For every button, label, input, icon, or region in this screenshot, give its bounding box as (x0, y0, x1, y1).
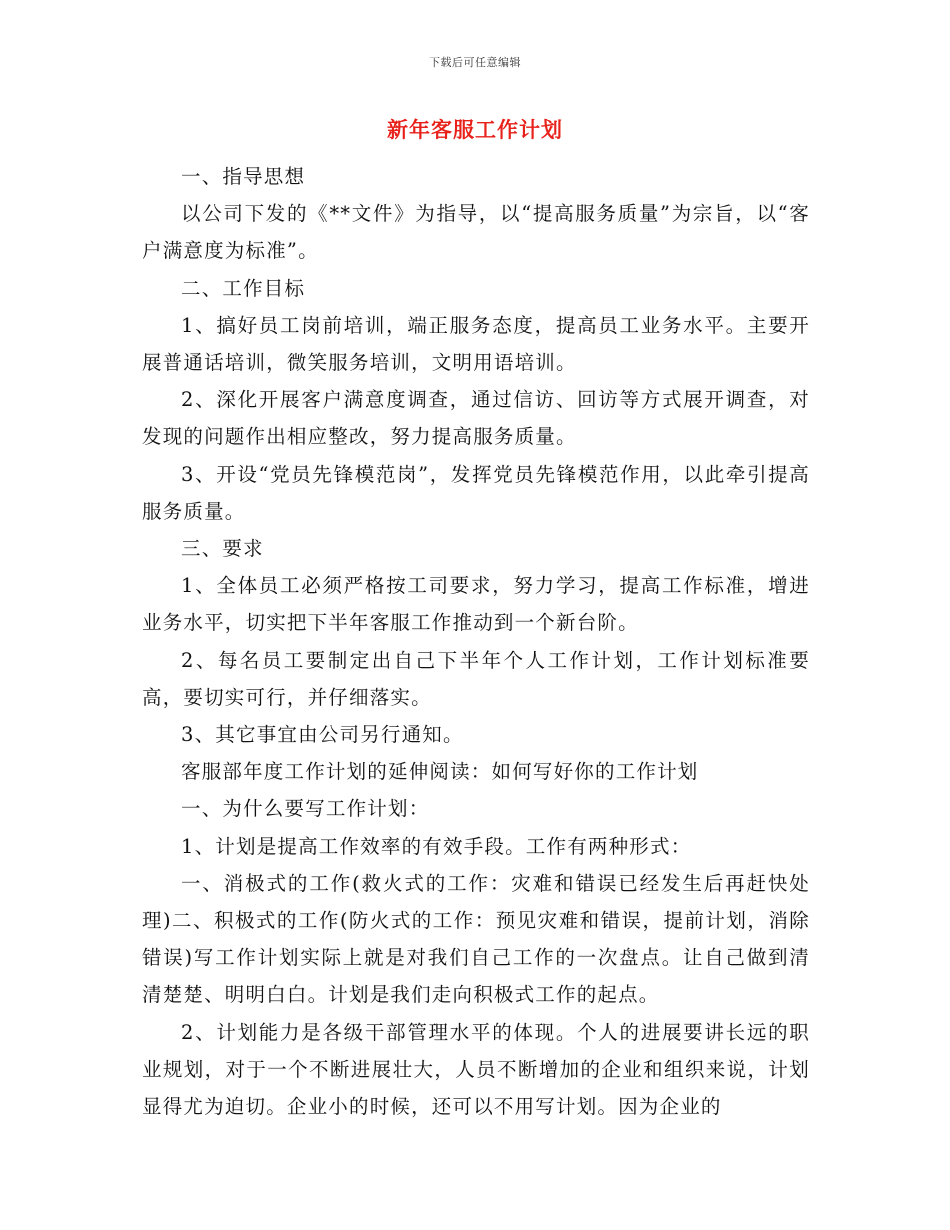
document-title: 新年客服工作计划 (387, 117, 563, 142)
paragraph-guiding-idea: 以公司下发的《**文件》为指导，以“提高服务质量”为宗旨，以“客户满意度为标准”。 (142, 202, 810, 263)
header-note: 下载后可任意编辑 (429, 56, 521, 69)
paragraph-goal-3: 3、开设“党员先锋模范岗”，发挥党员先锋模范作用，以此牵引提高服务质量。 (142, 462, 810, 523)
heading-guiding-idea: 一、指导思想 (181, 165, 306, 188)
paragraph-goal-1: 1、搞好员工岗前培训，端正服务态度，提高员工业务水平。主要开展普通话培训，微笑服务培训，文明用语培训。 (142, 313, 810, 375)
heading-requirements: 三、要求 (181, 537, 264, 561)
extended-reading-title: 客服部年度工作计划的延伸阅读：如何写好你的工作计划 (181, 760, 699, 784)
paragraph-why-1: 1、计划是提高工作效率的有效手段。工作有两种形式： (181, 834, 692, 858)
paragraph-requirement-3: 3、其它事宜由公司另行通知。 (181, 723, 464, 747)
document-body (142, 158, 810, 1125)
paragraph-why-2: 2、计划能力是各级干部管理水平的体现。个人的进展要讲长远的职业规划，对于一个不断进展壮大，人员不断增加的企业和组织来说，计划显得尤为迫切。企业小的时候，还可以不用写计划。因为企业的 (142, 1020, 810, 1119)
paragraph-requirement-2: 2、每名员工要制定出自己下半年个人工作计划，工作计划标准要高，要切实可行，并仔细落实。 (142, 648, 810, 709)
heading-work-goals: 二、工作目标 (181, 276, 306, 300)
paragraph-work-forms: 一、消极式的工作(救火式的工作：灾难和错误已经发生后再赶快处理)二、积极式的工作(防火式的工作：预见灾难和错误，提前计划，消除错误)写工作计划实际上就是对我们自己工作的一次盘点。让自己做到清清楚楚、明明白白。计划是我们走向积极式工作的起点。 (142, 871, 810, 1007)
heading-why-plan: 一、为什么要写工作计划： (181, 797, 430, 821)
paragraph-goal-2: 2、深化开展客户满意度调查，通过信访、回访等方式展开调查，对发现的问题作出相应整改，努力提高服务质量。 (142, 388, 810, 449)
paragraph-requirement-1: 1、全体员工必须严格按工司要求，努力学习，提高工作标准，增进业务水平，切实把下半年客服工作推动到一个新台阶。 (142, 574, 810, 635)
